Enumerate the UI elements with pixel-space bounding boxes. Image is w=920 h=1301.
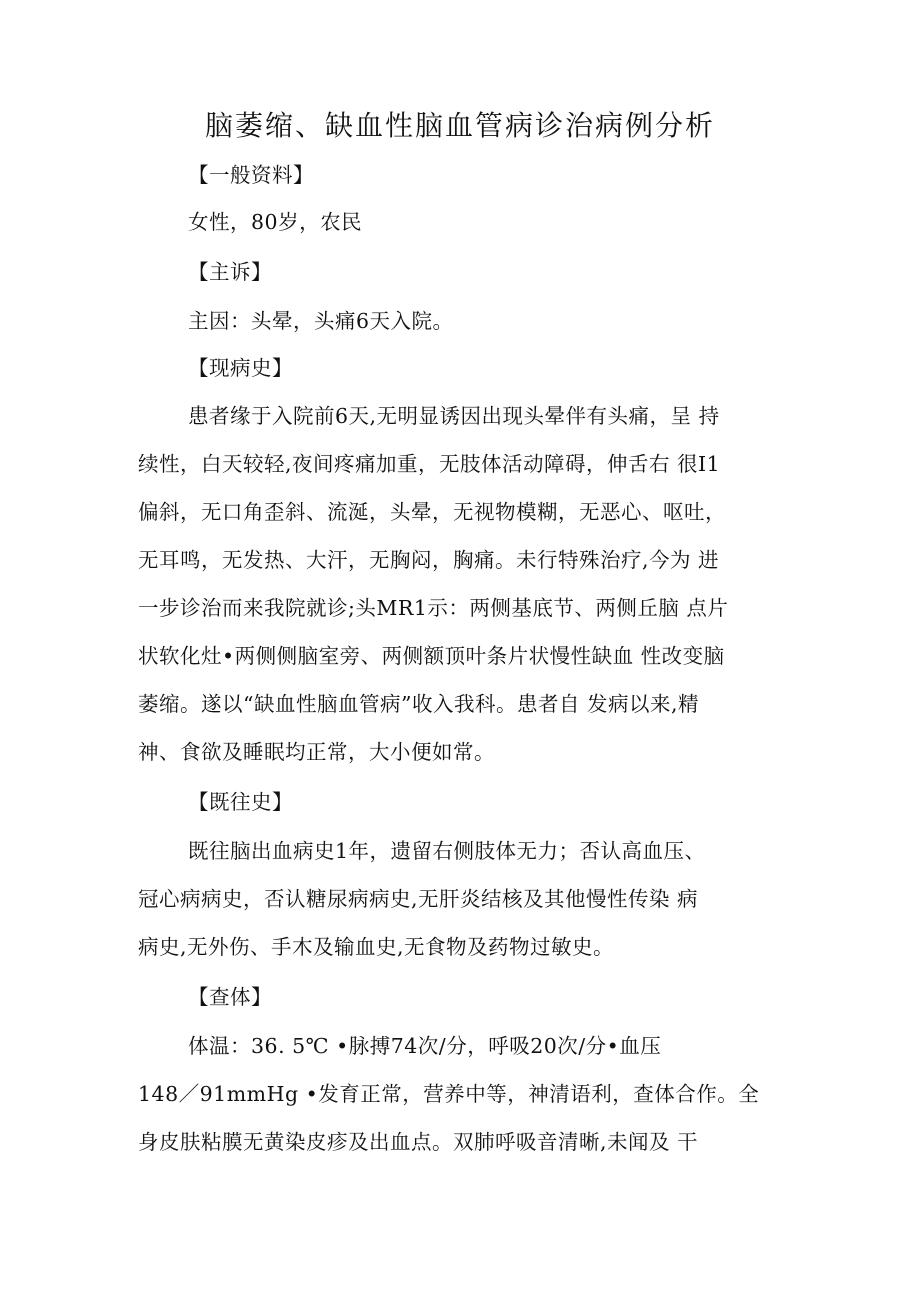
present-history-line: 状软化灶•两侧侧脑室旁、两侧额顶叶条片状慢性缺血 性改变脑 xyxy=(138,644,725,668)
exam-line: 身皮肤粘膜无黄染皮疹及出血点。双肺呼吸音清晰,未闻及 干 xyxy=(138,1130,699,1154)
past-history-line: 冠心病病史，否认糖尿病病史,无肝炎结核及其他慢性传染 病 xyxy=(138,887,699,911)
section-heading-general: 【一般资料】 xyxy=(188,163,314,187)
section-heading-exam: 【查体】 xyxy=(188,985,272,1009)
document-title: 脑萎缩、缺血性脑血管病诊治病例分析 xyxy=(204,109,715,142)
present-history-line: 偏斜，无口角歪斜、流涎，头晕，无视物模糊，无恶心、呕吐， xyxy=(138,500,726,524)
present-history-line: 续性，白天较轻,夜间疼痛加重，无肢体活动障碍，伸舌右 很I1 xyxy=(138,452,721,476)
past-history-line: 既往脑出血病史1年，遗留右侧肢体无力；否认高血压、 xyxy=(188,839,706,863)
section-heading-present-history: 【现病史】 xyxy=(188,356,293,380)
past-history-line: 病史,无外伤、手木及输血史,无食物及药物过敏史。 xyxy=(138,935,615,959)
present-history-line: 一步诊治而来我院就诊;头MR1示：两侧基底节、两侧丘脑 点片 xyxy=(138,596,729,620)
complaint-line: 主因：头晕，头痛6天入院。 xyxy=(188,309,454,333)
exam-line: 体温：36. 5℃ •脉搏74次/分，呼吸20次/分•血压 xyxy=(188,1034,662,1058)
exam-line: 148／91mmHg •发育正常，营养中等，神清语利，查体合作。全 xyxy=(138,1082,760,1106)
present-history-line: 神、食欲及睡眠均正常，大小便如常。 xyxy=(138,740,495,764)
present-history-line: 萎缩。遂以“缺血性脑血管病”收入我科。患者自 发病以来,精 xyxy=(138,692,699,716)
present-history-line: 无耳鸣，无发热、大汗，无胸闷，胸痛。未行特殊治疗,今为 进 xyxy=(138,548,720,572)
section-heading-complaint: 【主诉】 xyxy=(188,260,272,284)
general-info-line: 女性，80岁，农民 xyxy=(188,210,363,234)
present-history-line: 患者缘于入院前6天,无明显诱因出现头晕伴有头痛，呈 持 xyxy=(188,404,720,428)
section-heading-past-history: 【既往史】 xyxy=(188,790,293,814)
